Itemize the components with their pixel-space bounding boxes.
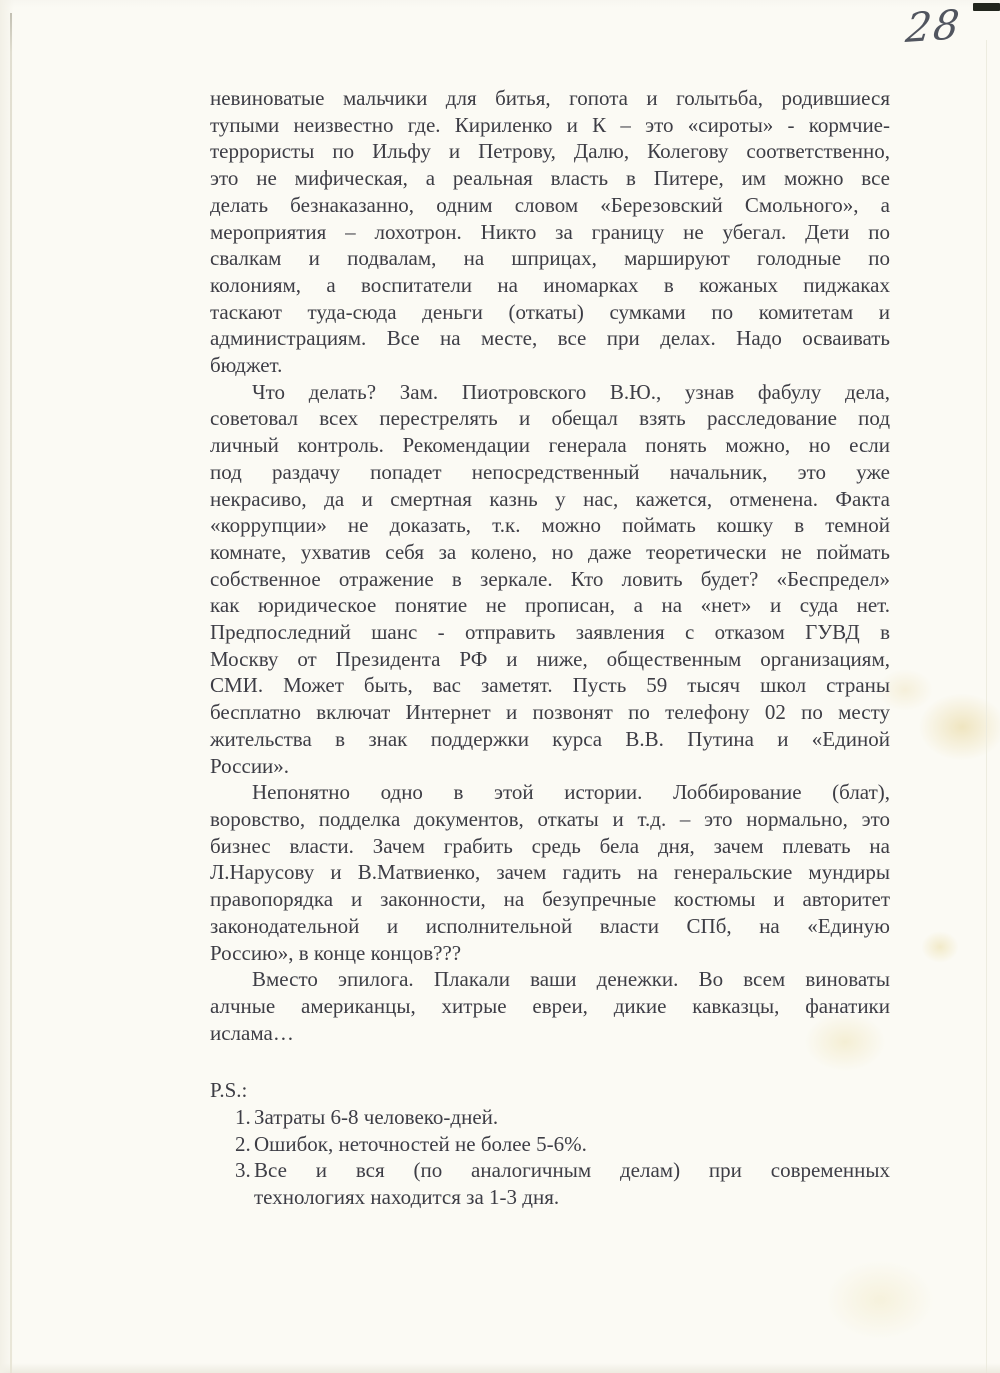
text-line: бизнес власти. Зачем грабить средь бела дня, зачем плевать на <box>210 833 890 858</box>
ps-item <box>210 1104 890 1131</box>
text-line: некрасиво, да и смертная казнь у нас, кажется, отменена. Факта <box>210 486 890 511</box>
text-line: жительства в знак поддержки курса В.В. Путина и «Единой <box>210 726 890 751</box>
paragraph <box>210 966 890 1046</box>
ps-label: P.S.: <box>210 1078 248 1103</box>
ps-item-number: 3. <box>235 1158 251 1183</box>
text-line: СМИ. Может быть, вас заметят. Пусть 59 тысяч школ страны <box>210 673 890 698</box>
text-line: под раздачу попадет непосредственный начальник, это уже <box>210 459 890 484</box>
text-line: правопорядка и законности, на безупречные костюмы и авторитет <box>210 887 890 912</box>
text-line: воровство, подделка документов, откаты и т.д. – это нормально, это <box>210 806 890 831</box>
handwritten-page-number: 28 <box>903 1 964 53</box>
text-line: личный контроль. Рекомендации генерала понять можно, но если <box>210 433 890 458</box>
ps-item-number: 1. <box>235 1105 251 1130</box>
text-line: технологиях находится за 1-3 дня. <box>254 1185 560 1210</box>
text-line: собственное отражение в зеркале. Кто ловить будет? «Беспредел» <box>210 566 890 591</box>
text-line: таскают туда-сюда деньги (откаты) сумками по комитетам и <box>210 299 890 324</box>
text-line: Затраты 6-8 человеко-дней. <box>254 1105 499 1130</box>
paragraph <box>210 779 890 966</box>
text-line: администрациям. Все на месте, все при делах. Надо осваивать <box>210 326 890 351</box>
text-line: невиноватые мальчики для битья, гопота и голытьба, родившиеся <box>210 86 890 110</box>
text-line: комнате, ухватив себя за колено, но даже теоретически не поймать <box>210 539 890 564</box>
text-line: «коррупции» не доказать, т.к. можно поймать кошку в темной <box>210 513 890 538</box>
text-line: Ошибок, неточностей не более 5-6%. <box>254 1131 587 1156</box>
text-line: бесплатно включат Интернет и позвонят по телефону 02 по месту <box>210 700 890 725</box>
text-line: как юридическое понятие не прописан, а на «нет» и суда нет. <box>210 593 890 618</box>
text-line: Что делать? Зам. Пиотровского В.Ю., узнав фабулу дела, <box>252 379 890 404</box>
text-line: России». <box>210 753 290 778</box>
text-line: бюджет. <box>210 353 283 378</box>
ps-section <box>210 1077 890 1211</box>
text-line: законодательной и исполнительной власти СПб, на «Единую <box>210 913 890 938</box>
ps-item <box>210 1131 890 1158</box>
text-line: свалкам и подвалам, на шприцах, маршируют голодные по <box>210 246 890 271</box>
text-line: Вместо эпилога. Плакали ваши денежки. Во всем виноваты <box>252 967 890 992</box>
text-line: мероприятия – лохотрон. Никто за границу не убегал. Дети по <box>210 219 890 244</box>
text-line: делать безнаказанно, одним словом «Березовский Смольного», а <box>210 192 890 217</box>
text-line: Л.Нарусову и В.Матвиенко, зачем гадить на генеральские мундиры <box>210 860 890 885</box>
scan-corner-mark <box>973 3 1000 11</box>
ps-item-number: 2. <box>235 1131 251 1156</box>
text-line: алчные американцы, хитрые евреи, дикие кавказцы, фанатики <box>210 993 890 1018</box>
page-right-crease <box>986 40 987 1373</box>
text-line: Россию», в конце концов??? <box>210 940 462 965</box>
text-line: Непонятно одно в этой истории. Лоббирование (блат), <box>252 780 890 805</box>
text-line: это не мифическая, а реальная власть в Питере, им можно все <box>210 166 890 191</box>
paragraph <box>210 85 890 379</box>
page-left-edge-line <box>10 13 12 1373</box>
text-line: Все и вся (по аналогичным делам) при современных <box>254 1158 890 1183</box>
text-line: Москву от Президента РФ и ниже, общественным организациям, <box>210 646 890 671</box>
text-line: террористы по Ильфу и Петрову, Далю, Колегову соответственно, <box>210 139 890 164</box>
text-line: Предпоследний шанс - отправить заявления с отказом ГУВД в <box>210 620 890 645</box>
document-text <box>210 85 890 1211</box>
ps-item <box>210 1157 890 1210</box>
text-line: колониям, а воспитатели на иномарках в кожаных пиджаках <box>210 272 890 297</box>
text-line: ислама… <box>210 1020 294 1045</box>
text-line: тупыми неизвестно где. Кириленко и К – это «сироты» - кормчие- <box>210 112 890 137</box>
text-line: советовал всех перестрелять и обещал взять расследование под <box>210 406 890 431</box>
paragraph <box>210 379 890 780</box>
